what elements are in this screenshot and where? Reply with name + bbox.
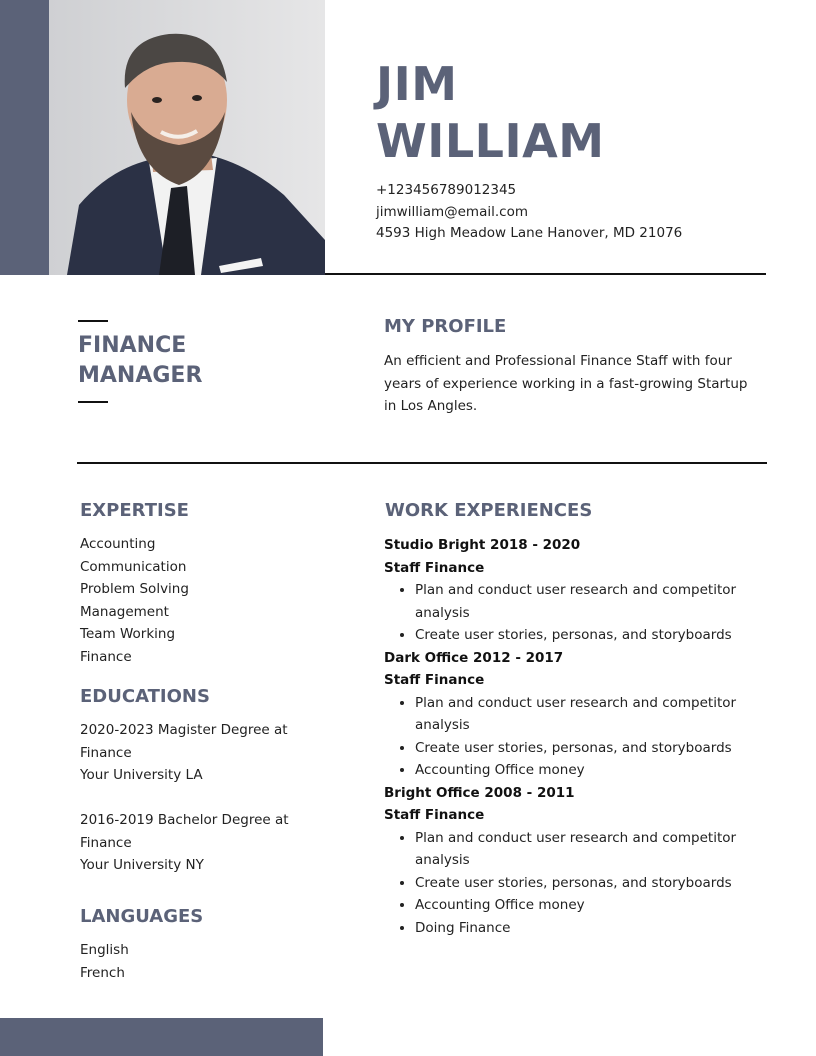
email-address: jimwilliam@email.com: [376, 203, 528, 220]
job-bullet: • Create user stories, personas, and storyboards: [415, 624, 774, 647]
first-name: JIM: [376, 57, 458, 111]
expertise-item: Communication: [80, 558, 187, 575]
job-bullet: • Plan and conduct user research and competitor analysis: [415, 692, 774, 737]
education-school: Your University LA: [80, 767, 203, 783]
job-role: Staff Finance: [384, 672, 485, 688]
job-bullet: • Accounting Office money: [415, 894, 774, 917]
job-bullet: • Doing Finance: [415, 917, 774, 940]
expertise-item: Management: [80, 603, 169, 620]
portrait-image: [49, 0, 325, 275]
contact-info: [376, 180, 682, 245]
languages-list: [80, 939, 129, 984]
profile-summary: An efficient and Professional Finance Staff with four years of experience working in a fast-growing Startup in Los Angles.: [384, 353, 748, 414]
title-dash-top: [78, 320, 108, 322]
work-experience-list: [384, 534, 774, 939]
header-divider: [325, 273, 766, 275]
language-item: English: [80, 942, 129, 958]
expertise-item: Accounting: [80, 536, 156, 552]
job-title-line-1: FINANCE: [78, 333, 187, 358]
accent-sidebar: [0, 0, 49, 275]
title-dash-bottom: [78, 401, 108, 403]
work-job: [384, 782, 774, 940]
postal-address: 4593 High Meadow Lane Hanover, MD 21076: [376, 225, 683, 241]
expertise-heading: EXPERTISE: [80, 500, 189, 521]
work-job: [384, 534, 774, 647]
job-company: Studio Bright 2018 - 2020: [384, 537, 581, 553]
job-company: Dark Office 2012 - 2017: [384, 649, 564, 666]
job-role: Staff Finance: [384, 559, 485, 576]
phone-number: +123456789012345: [376, 182, 517, 198]
education-field: Finance: [80, 834, 132, 851]
expertise-list: [80, 533, 189, 668]
educations-heading: EDUCATIONS: [80, 686, 210, 707]
education-school: Your University NY: [80, 857, 204, 873]
education-field: Finance: [80, 744, 132, 761]
job-bullet: • Create user stories, personas, and storyboards: [415, 872, 774, 895]
job-bullet: • Plan and conduct user research and competitor analysis: [415, 827, 774, 872]
expertise-item: Problem Solving: [80, 581, 189, 597]
job-role: Staff Finance: [384, 807, 485, 823]
languages-heading: LANGUAGES: [80, 906, 204, 927]
job-bullet: • Accounting Office money: [415, 759, 774, 782]
expertise-item: Team Working: [80, 626, 176, 642]
language-item: French: [80, 964, 125, 981]
job-title: [78, 331, 202, 391]
expertise-item: Finance: [80, 648, 132, 665]
section-divider: [77, 462, 767, 464]
job-title-line-2: MANAGER: [78, 363, 203, 388]
education-degree: 2016-2019 Bachelor Degree at: [80, 812, 289, 828]
job-bullets: [415, 692, 774, 782]
education-entry: [80, 719, 320, 787]
job-company: Bright Office 2008 - 2011: [384, 784, 575, 801]
job-bullet: • Plan and conduct user research and competitor analysis: [415, 579, 774, 624]
job-bullet: • Create user stories, personas, and storyboards: [415, 737, 774, 760]
last-name: WILLIAM: [376, 114, 605, 168]
candidate-name: [376, 56, 604, 170]
profile-heading: MY PROFILE: [384, 316, 507, 337]
accent-footer-bar: [0, 1018, 323, 1056]
job-bullets: [415, 827, 774, 940]
job-bullets: [415, 579, 774, 647]
education-degree: 2020-2023 Magister Degree at: [80, 722, 288, 738]
work-job: [384, 647, 774, 782]
work-heading: WORK EXPERIENCES: [385, 500, 593, 521]
education-entry: [80, 809, 320, 877]
profile-photo: [49, 0, 325, 275]
